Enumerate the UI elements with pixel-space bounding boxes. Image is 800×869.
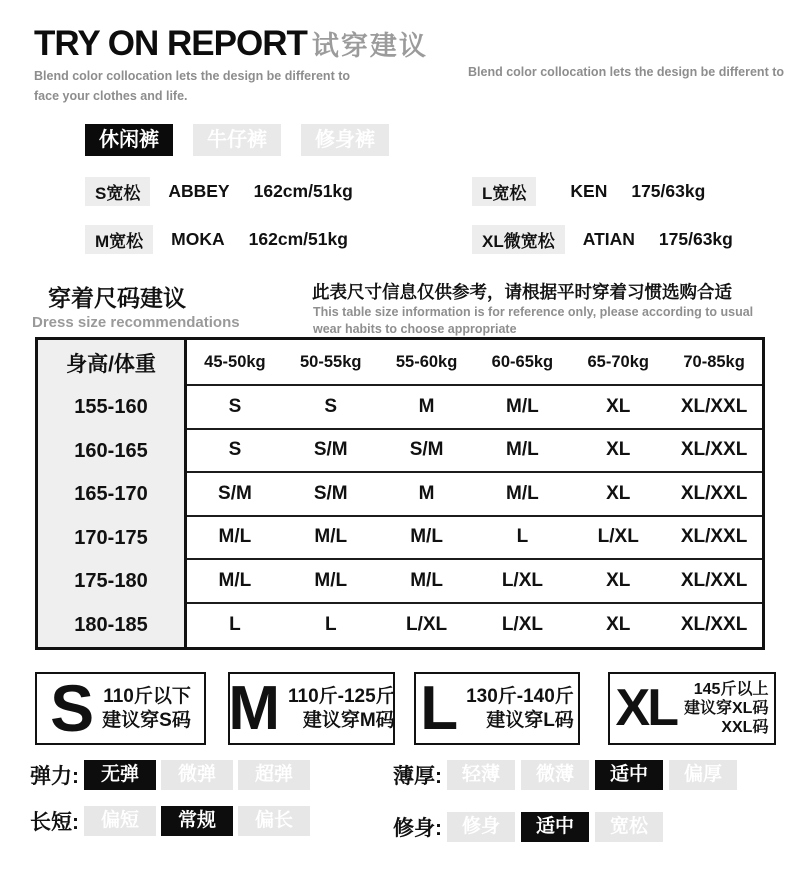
size-cell: M bbox=[379, 386, 475, 430]
size-box-line: 145斤以上 bbox=[693, 680, 769, 698]
attr-option: 微薄 bbox=[521, 760, 589, 790]
size-fit-badge: S宽松 bbox=[85, 177, 150, 206]
attr-option: 超弹 bbox=[238, 760, 310, 790]
size-cell: S bbox=[283, 386, 379, 430]
attr-thickness bbox=[393, 760, 743, 790]
page-title-chinese: 试穿建议 bbox=[311, 31, 428, 61]
attr-option-selected: 适中 bbox=[595, 760, 663, 790]
row-header: 175-180 bbox=[38, 560, 187, 604]
size-cell: S bbox=[187, 386, 283, 430]
size-box-l bbox=[414, 672, 580, 745]
size-cell: L/XL bbox=[405, 614, 448, 636]
size-section-subtitle: Dress size recommendations bbox=[32, 314, 240, 331]
model-name: KEN bbox=[570, 180, 608, 201]
size-box-line: 建议穿M码 bbox=[302, 709, 395, 731]
size-fit-badge: XL微宽松 bbox=[472, 225, 565, 254]
size-cell: L/XL bbox=[475, 560, 571, 604]
attr-fit bbox=[393, 812, 669, 842]
tab-jeans[interactable]: 牛仔裤 bbox=[193, 124, 281, 156]
size-letter: M bbox=[228, 673, 280, 743]
size-cell: XL/XXL bbox=[666, 473, 762, 517]
size-box-m bbox=[228, 672, 395, 745]
size-cell: S/M bbox=[283, 430, 379, 474]
size-cell: XL bbox=[570, 473, 666, 517]
size-cell: XL/XXL bbox=[666, 430, 762, 474]
model-stats: 162cm/51kg bbox=[253, 180, 353, 201]
header-subtitle-left: Blend color collocation lets the design be different to face your clothes and life. bbox=[34, 69, 351, 103]
size-cell: L/XL bbox=[501, 614, 543, 636]
tab-casual-pants[interactable]: 休闲裤 bbox=[85, 124, 173, 156]
size-fit-badge: M宽松 bbox=[85, 225, 153, 254]
attr-label: 弹力: bbox=[30, 765, 79, 788]
size-cell: M/L bbox=[379, 517, 475, 561]
size-letter: XL bbox=[615, 679, 676, 738]
size-section-title: 穿着尺码建议 bbox=[48, 285, 186, 311]
size-box-s bbox=[35, 672, 206, 745]
size-box-line: 110斤-125斤 bbox=[287, 685, 395, 707]
column-header: 45-50kg bbox=[187, 340, 283, 386]
size-cell: M/L bbox=[283, 560, 379, 604]
size-cell: XL bbox=[570, 560, 666, 604]
size-cell: XL/XXL bbox=[680, 614, 748, 636]
column-header: 60-65kg bbox=[475, 340, 571, 386]
size-cell: M bbox=[379, 473, 475, 517]
size-cell: M/L bbox=[475, 473, 571, 517]
attr-label: 长短: bbox=[30, 811, 79, 834]
attr-label: 薄厚: bbox=[393, 765, 442, 788]
size-cell: M/L bbox=[283, 517, 379, 561]
model-row-ken bbox=[472, 177, 705, 205]
model-row-abbey bbox=[85, 177, 353, 205]
column-header: 70-85kg bbox=[666, 340, 762, 386]
column-header: 50-55kg bbox=[283, 340, 379, 386]
size-cell: XL/XXL bbox=[666, 560, 762, 604]
model-stats: 162cm/51kg bbox=[248, 228, 348, 249]
model-name: MOKA bbox=[171, 228, 225, 249]
attr-option: 偏短 bbox=[84, 806, 156, 836]
header-subtitle-right: Blend color collocation lets the design be different to bbox=[468, 65, 785, 79]
size-cell: L bbox=[324, 614, 337, 636]
model-name: ABBEY bbox=[168, 180, 230, 201]
size-cell: XL bbox=[570, 386, 666, 430]
size-box-line: 建议穿XL码 bbox=[684, 699, 769, 717]
attr-option-selected: 适中 bbox=[521, 812, 589, 842]
attr-option: 修身 bbox=[447, 812, 515, 842]
size-box-line: XXL码 bbox=[721, 719, 769, 737]
size-cell: XL/XXL bbox=[666, 517, 762, 561]
model-stats: 175/63kg bbox=[631, 180, 706, 201]
size-cell: L/XL bbox=[570, 517, 666, 561]
model-row-atian bbox=[472, 225, 733, 253]
size-cell: L bbox=[475, 517, 571, 561]
table-corner-cell: 身高/体重 bbox=[38, 340, 187, 386]
attr-elasticity bbox=[30, 760, 315, 790]
attr-option: 轻薄 bbox=[447, 760, 515, 790]
row-header: 155-160 bbox=[38, 386, 187, 430]
size-note-chinese: 此表尺寸信息仅供参考，请根据平时穿着习惯选购合适 bbox=[312, 282, 732, 302]
size-note-english: This table size information is for reference only, please according to usual wear habits to choose appropriate bbox=[313, 305, 754, 336]
size-letter: L bbox=[420, 673, 459, 743]
attr-option: 微弹 bbox=[161, 760, 233, 790]
size-box-xl bbox=[608, 672, 776, 745]
model-stats: 175/63kg bbox=[658, 228, 733, 249]
column-header: 65-70kg bbox=[570, 340, 666, 386]
attr-label: 修身: bbox=[393, 817, 442, 840]
size-box-line: 建议穿L码 bbox=[486, 709, 574, 731]
size-cell: M/L bbox=[379, 560, 475, 604]
page-title: TRY ON REPORT bbox=[34, 24, 307, 63]
tab-slim-pants[interactable]: 修身裤 bbox=[301, 124, 389, 156]
size-cell: M/L bbox=[187, 517, 283, 561]
model-row-moka bbox=[85, 225, 348, 253]
attr-length bbox=[30, 806, 315, 836]
size-cell: XL bbox=[606, 614, 631, 636]
attr-option-selected: 无弹 bbox=[84, 760, 156, 790]
size-cell: S/M bbox=[379, 430, 475, 474]
model-name: ATIAN bbox=[582, 228, 635, 249]
row-header: 170-175 bbox=[38, 517, 187, 561]
row-header: 160-165 bbox=[38, 430, 187, 474]
size-cell: XL/XXL bbox=[666, 386, 762, 430]
attr-option-selected: 常规 bbox=[161, 806, 233, 836]
size-box-line: 建议穿S码 bbox=[102, 709, 191, 731]
row-header: 165-170 bbox=[38, 473, 187, 517]
size-cell: XL bbox=[570, 430, 666, 474]
size-letter: S bbox=[50, 670, 95, 745]
size-cell: L bbox=[229, 614, 241, 636]
page-header bbox=[34, 24, 428, 64]
size-cell: S bbox=[187, 430, 283, 474]
attr-option: 偏厚 bbox=[669, 760, 737, 790]
size-fit-badge: L宽松 bbox=[472, 177, 536, 206]
attr-option: 宽松 bbox=[595, 812, 663, 842]
size-box-line: 110斤以下 bbox=[103, 685, 191, 707]
row-header: 180-185 bbox=[38, 604, 187, 648]
size-cell: S/M bbox=[283, 473, 379, 517]
size-box-line: 130斤-140斤 bbox=[466, 685, 574, 707]
size-cell: M/L bbox=[475, 430, 571, 474]
attr-option: 偏长 bbox=[238, 806, 310, 836]
size-cell: M/L bbox=[475, 386, 571, 430]
column-header: 55-60kg bbox=[379, 340, 475, 386]
size-cell: M/L bbox=[187, 560, 283, 604]
size-table bbox=[35, 337, 765, 650]
size-cell: S/M bbox=[187, 473, 283, 517]
pants-type-tabs bbox=[85, 124, 389, 156]
